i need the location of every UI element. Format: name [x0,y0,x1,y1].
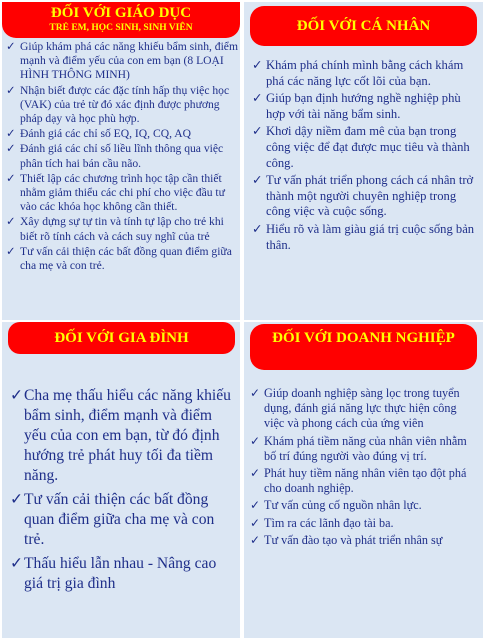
list-item: ✓ Nhận biết được các đặc tính hấp thụ việc học (VAK) của trẻ từ đó xác định được phương pháp dạy và học phù hợp. [6,83,230,126]
check-mark-icon: ✓ [252,173,263,188]
check-mark-icon: ✓ [250,532,261,547]
check-mark-icon: ✓ [10,555,24,572]
check-mark-icon: ✓ [6,215,16,229]
check-mark-icon: ✓ [252,58,263,72]
list-item: ✓ Hiểu rõ và làm giàu giá trị cuộc sống bản thân. [252,221,475,252]
check-mark-icon: ✓ [10,387,24,404]
check-mark-icon: ✓ [10,491,24,508]
business-panel [244,322,483,638]
list-item: ✓ Khám phá chính mình bằng cách khám phá các năng lực cốt lõi của bạn. [252,58,464,88]
check-mark-icon: ✓ [252,91,263,106]
list-item: ✓ Khơi dậy niềm đam mê của bạn trong công việc để đạt được mục tiêu và thành công. [252,124,470,170]
check-mark-icon: ✓ [6,142,16,156]
education-subtitle: TRẺ EM, HỌC SINH, SINH VIÊN [49,23,193,33]
list-item: ✓ Tư vấn cải thiện các bất đồng quan điểm giữa cha mẹ và con trẻ. [10,491,215,548]
list-item: ✓ Tìm ra các lãnh đạo tài ba. [250,515,394,530]
list-item: ✓ Tư vấn củng cố nguồn nhân lực. [250,498,422,513]
check-mark-icon: ✓ [250,515,261,530]
list-item: ✓ Giúp bạn định hướng nghề nghiệp phù hợp với tài năng bẩm sinh. [252,91,461,121]
check-mark-icon: ✓ [250,498,261,513]
list-item: ✓ Đánh giá các chỉ số EQ, IQ, CQ, AQ [6,127,191,141]
list-item: ✓ Giúp khám phá các năng khiếu bẩm sinh, điểm mạnh và điểm yếu của con em bạn (8 LOẠI HÌNH THÔNG MINH) [6,40,238,82]
education-list [6,40,238,274]
check-mark-icon: ✓ [250,466,261,481]
list-item: ✓ Xây dựng sự tự tin và tính tự lập cho trẻ khi biết rõ tính cách và cách suy nghĩ của trẻ [6,215,224,243]
list-item: ✓ Thấu hiểu lẫn nhau - Nâng cao giá trị gia đình [10,555,217,592]
check-mark-icon: ✓ [252,221,263,236]
individual-title: ĐỐI VỚI CÁ NHÂN [250,6,477,46]
individual-list [252,58,478,255]
family-list [10,386,236,598]
list-item: ✓ Khám phá tiềm năng của nhân viên nhằm bố trí đúng người vào đúng vị trí. [250,433,467,463]
list-item: ✓ Thiết lập các chương trình học tập cần thiết nhằm giảm thiểu các chi phí cho việc đầu tư vào các khóa học không cần thiết. [6,171,225,214]
check-mark-icon: ✓ [252,124,263,139]
list-item: ✓ Phát huy tiềm năng nhân viên tạo đột phá cho doanh nghiệp. [250,466,467,496]
business-list [250,386,479,550]
list-item: ✓ Tư vấn phát triển phong cách cá nhân trở thành một người chuyên nghiệp trong công việc và cuộc sống. [252,173,474,219]
check-mark-icon: ✓ [6,244,16,258]
list-item: ✓ Tư vấn cải thiện các bất đồng quan điểm giữa cha mẹ và con trẻ. [6,244,232,273]
check-mark-icon: ✓ [6,171,16,185]
check-mark-icon: ✓ [6,83,16,97]
individual-panel [244,2,483,320]
check-mark-icon: ✓ [250,386,261,400]
business-title: ĐỐI VỚI DOANH NGHIỆP [250,324,477,370]
education-banner [2,2,240,38]
education-panel [2,2,240,320]
list-item: ✓ Cha mẹ thấu hiểu các năng khiếu bẩm sinh, điểm mạnh và điểm yếu của con em bạn, từ đó định hướng trẻ phát huy tối đa tiềm năng. [10,387,231,484]
check-mark-icon: ✓ [6,40,16,53]
list-item: ✓ Đánh giá các chỉ số liều lĩnh thông qua việc phân tích hai bán cầu não. [6,142,224,170]
list-item: ✓ Tư vấn đào tạo và phát triển nhân sự [250,532,443,547]
family-title: ĐỐI VỚI GIA ĐÌNH [8,322,235,354]
family-panel [2,322,240,638]
education-title: ĐỐI VỚI GIÁO DỤC [50,5,192,21]
check-mark-icon: ✓ [250,433,261,448]
check-mark-icon: ✓ [6,127,16,141]
list-item: ✓ Giúp doanh nghiệp sàng lọc trong tuyển dụng, đánh giá năng lực thực hiện công việc và phong cách của ứng viên [250,386,460,431]
